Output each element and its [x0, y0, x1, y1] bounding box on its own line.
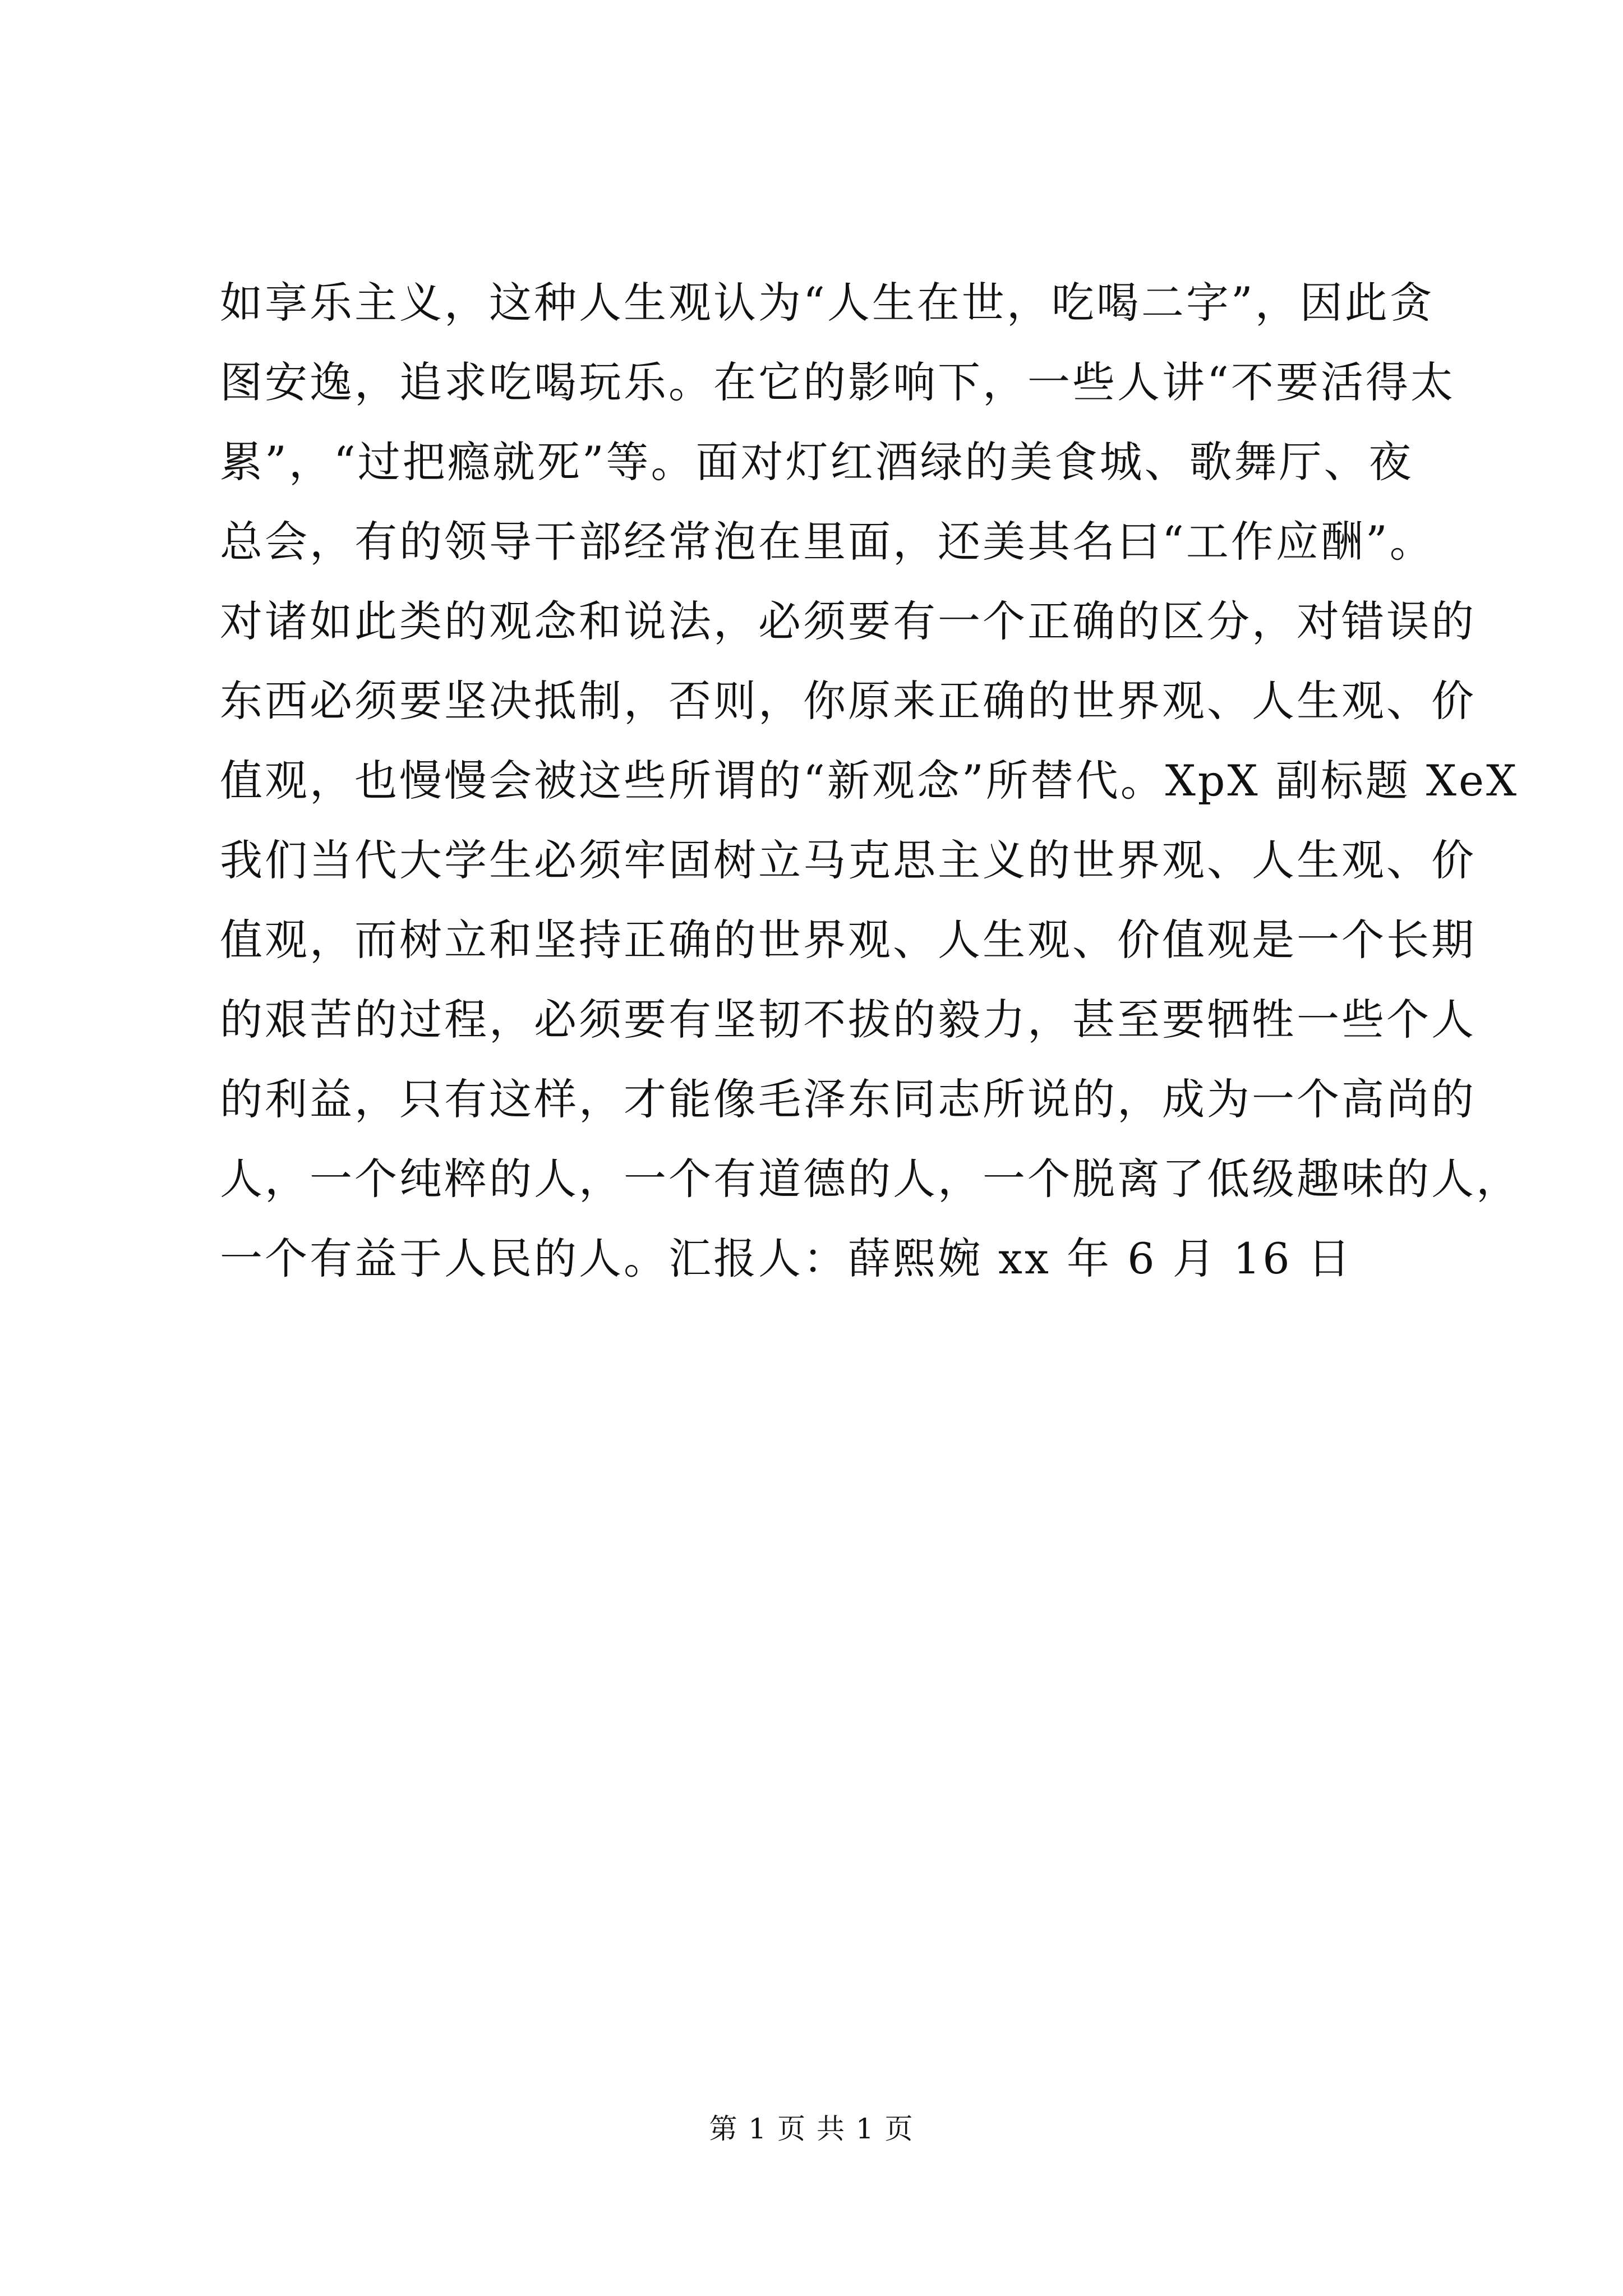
text-line-11: 的利益，只有这样，才能像毛泽东同志所说的，成为一个高尚的 — [220, 1074, 1476, 1124]
text-line-8: 我们当代大学生必须牢固树立马克思主义的世界观、人生观、价 — [220, 835, 1476, 885]
text-line-2: 图安逸，追求吃喝玩乐。在它的影响下，一些人讲“不要活得太 — [220, 357, 1455, 407]
text-line-5: 对诸如此类的观念和说法，必须要有一个正确的区分，对错误的 — [220, 596, 1476, 646]
text-line-9: 值观，而树立和坚持正确的世界观、人生观、价值观是一个长期 — [220, 915, 1476, 965]
page-number-label: 第 1 页 共 1 页 — [709, 2113, 914, 2145]
text-line-4: 总会，有的领导干部经常泡在里面，还美其名曰“工作应酬”。 — [220, 517, 1435, 567]
text-line-1: 如享乐主义，这种人生观认为“人生在世，吃喝二字”，因此贪 — [220, 278, 1435, 328]
text-line-12: 人，一个纯粹的人，一个有道德的人，一个脱离了低级趣味的人， — [220, 1154, 1521, 1204]
text-line-10: 的艰苦的过程，必须要有坚韧不拔的毅力，甚至要牺牲一些个人 — [220, 995, 1476, 1045]
page-footer — [0, 2106, 1623, 2147]
text-line-6: 东西必须要坚决抵制，否则，你原来正确的世界观、人生观、价 — [220, 676, 1476, 726]
body-paragraph — [220, 263, 1521, 1299]
text-line-13: 一个有益于人民的人。汇报人：薛熙婉 xx 年 6 月 16 日 — [220, 1234, 1353, 1283]
text-line-7: 值观，也慢慢会被这些所谓的“新观念”所替代。XpX 副标题 XeX — [220, 756, 1519, 806]
text-line-3: 累”，“过把瘾就死”等。面对灯红酒绿的美食城、歌舞厅、夜 — [220, 437, 1414, 487]
